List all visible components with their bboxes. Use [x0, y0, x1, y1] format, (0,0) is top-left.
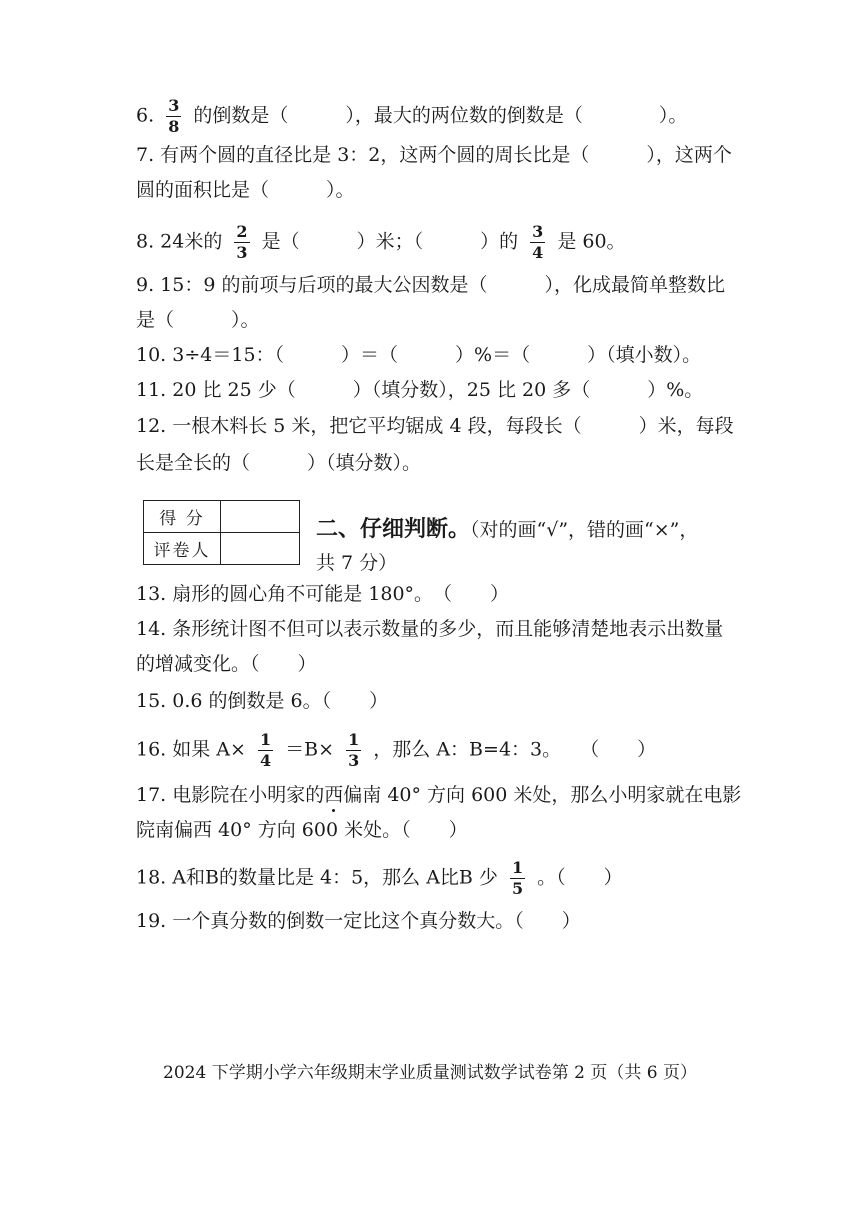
- grader-cell: [221, 533, 300, 565]
- score-table: [143, 500, 300, 565]
- question-9-line-1: 9. 15：9 的前项与后项的最大公因数是（ ），化成最简单整数比: [136, 274, 725, 296]
- score-cell: [221, 501, 300, 533]
- fraction-3-8: $\frac{3}{8}$: [168, 96, 180, 136]
- section-2-points: 共 7 分）: [316, 552, 398, 574]
- question-17-line-1: 17. 电影院在小明家的西偏南 40° 方向 600 米处，那么小明家就在电影: [136, 784, 742, 806]
- question-13: 13. 扇形的圆心角不可能是 180°。 （ ）: [136, 583, 510, 605]
- score-label: 得 分: [144, 501, 221, 533]
- question-12-line-1: 12. 一根木料长 5 米，把它平均锯成 4 段，每段长（ ）米，每段: [136, 415, 734, 437]
- question-14-line-2: 的增减变化。（ ）: [136, 653, 317, 675]
- section-2-heading: [316, 512, 698, 547]
- fraction-3-4: $\frac{3}{4}$: [532, 222, 544, 262]
- page-footer: 2024 下学期小学六年级期末学业质量测试数学试卷第 2 页（共 6 页）: [163, 1063, 697, 1083]
- question-7-line-1: 7. 有两个圆的直径比是 3：2，这两个圆的周长比是（ ），这两个: [136, 144, 732, 166]
- question-15: 15. 0.6 的倒数是 6。（ ）: [136, 690, 389, 712]
- question-11: 11. 20 比 25 少（ ）（填分数），25 比 20 多（ ）%。: [136, 379, 704, 401]
- question-10: 10. 3÷4＝15：（ ）＝（ ）%＝（ ）（填小数）。: [136, 344, 702, 366]
- question-9-line-2: 是（ ）。: [136, 309, 260, 331]
- question-16: 16. 如果 A× $\frac{1}{4}$ ＝B× $\frac{1}{3}$ ，那么 A：B=4：3。 （ ）: [136, 730, 657, 770]
- question-6: [136, 98, 687, 135]
- fraction-1-4: $\frac{1}{4}$: [259, 730, 272, 770]
- question-6-number: 6.: [136, 104, 155, 127]
- section-2-title: 二、仔细判断。: [316, 516, 471, 542]
- question-19: 19. 一个真分数的倒数一定比这个真分数大。（ ）: [136, 910, 581, 932]
- question-7-line-2: 圆的面积比是（ ）。: [136, 179, 355, 201]
- question-6-text: 的倒数是（ ），最大的两位数的倒数是（ ）。: [193, 104, 688, 127]
- fraction-2-3: $\frac{2}{3}$: [236, 222, 248, 262]
- fraction-1-3: $\frac{1}{3}$: [348, 730, 360, 770]
- section-2-note: （对的画“√”，错的画“×”，: [470, 519, 699, 541]
- emphasis-dot-west: 西: [324, 784, 344, 806]
- grader-label: 评卷人: [144, 533, 221, 565]
- fraction-1-5: $\frac{1}{5}$: [511, 858, 524, 898]
- question-17-line-2: 院南偏西 40° 方向 600 米处。（ ）: [136, 819, 468, 841]
- question-8: 8. 24米的 $\frac{2}{3}$ 是（ ）米；（ ）的 $\frac{3}{4}$ 是 60。: [136, 222, 626, 262]
- question-12-line-2: 长是全长的（ ）（填分数）。: [136, 452, 422, 474]
- question-14-line-1: 14. 条形统计图不但可以表示数量的多少，而且能够清楚地表示出数量: [136, 618, 724, 640]
- question-18: 18. A和B的数量比是 4：5，那么 A比B 少 $\frac{1}{5}$ 。（ ）: [136, 858, 623, 898]
